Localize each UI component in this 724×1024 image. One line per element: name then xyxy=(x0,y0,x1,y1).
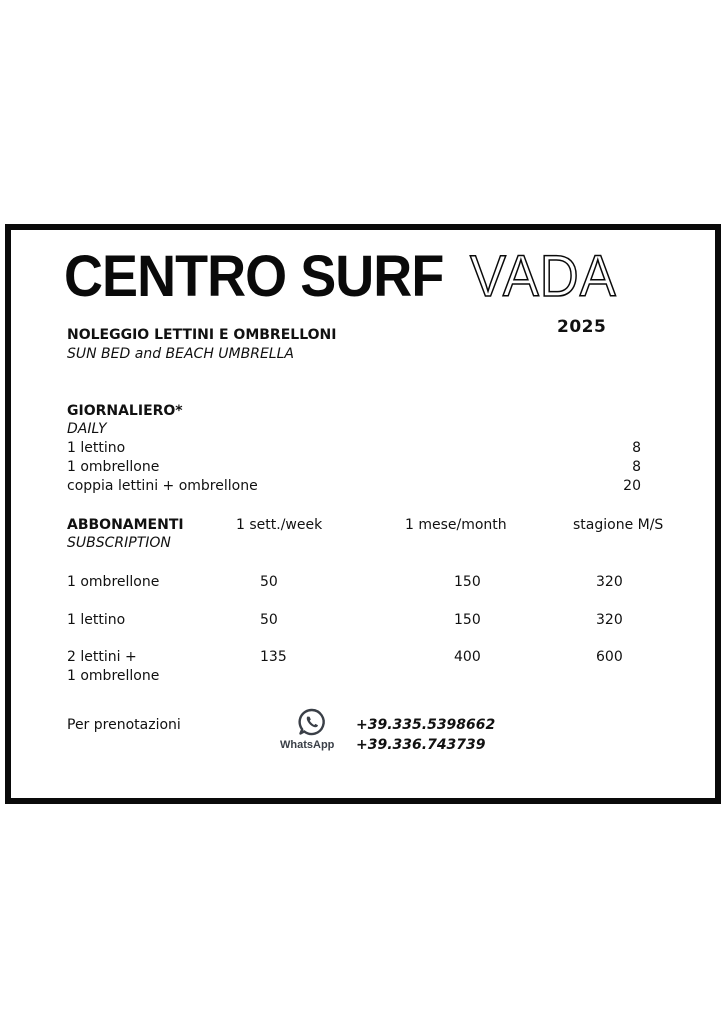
daily-heading-en: DAILY xyxy=(67,421,107,437)
title-vada: VADA xyxy=(470,244,617,309)
subscription-row-label: 1 lettino xyxy=(67,612,126,628)
price-month: 150 xyxy=(454,574,481,590)
daily-item-price: 8 xyxy=(632,440,641,456)
subtitle: NOLEGGIO LETTINI E OMBRELLONI xyxy=(67,327,337,343)
column-month: 1 mese/month xyxy=(405,517,507,533)
subscription-row-label-line2: 1 ombrellone xyxy=(67,668,160,684)
price-week: 135 xyxy=(260,649,287,665)
price-list-frame xyxy=(5,224,721,804)
price-week: 50 xyxy=(260,574,278,590)
phone-number[interactable]: +39.335.5398662 xyxy=(356,717,496,733)
column-season: stagione M/S xyxy=(573,517,664,533)
price-season: 320 xyxy=(596,574,623,590)
price-month: 150 xyxy=(454,612,481,628)
subscription-heading-en: SUBSCRIPTION xyxy=(67,535,171,551)
subscription-row-label: 1 ombrellone xyxy=(67,574,160,590)
price-week: 50 xyxy=(260,612,278,628)
subtitle-en: SUN BED and BEACH UMBRELLA xyxy=(67,346,294,362)
daily-item-label: 1 ombrellone xyxy=(67,459,160,475)
title-centro-surf: CENTRO SURF xyxy=(64,244,444,309)
phone-number[interactable]: +39.336.743739 xyxy=(356,737,486,753)
subscription-heading: ABBONAMENTI xyxy=(67,517,184,533)
price-month: 400 xyxy=(454,649,481,665)
subscription-row-label: 2 lettini + xyxy=(67,649,137,665)
daily-item-price: 20 xyxy=(623,478,641,494)
daily-item-price: 8 xyxy=(632,459,641,475)
whatsapp-icon[interactable] xyxy=(297,707,327,737)
whatsapp-label: WhatsApp xyxy=(280,739,335,751)
price-season: 600 xyxy=(596,649,623,665)
daily-item-label: coppia lettini + ombrellone xyxy=(67,478,258,494)
booking-label: Per prenotazioni xyxy=(67,717,181,733)
price-season: 320 xyxy=(596,612,623,628)
year-label: 2025 xyxy=(557,317,607,337)
column-week: 1 sett./week xyxy=(236,517,323,533)
daily-heading: GIORNALIERO* xyxy=(67,403,183,419)
daily-item-label: 1 lettino xyxy=(67,440,126,456)
